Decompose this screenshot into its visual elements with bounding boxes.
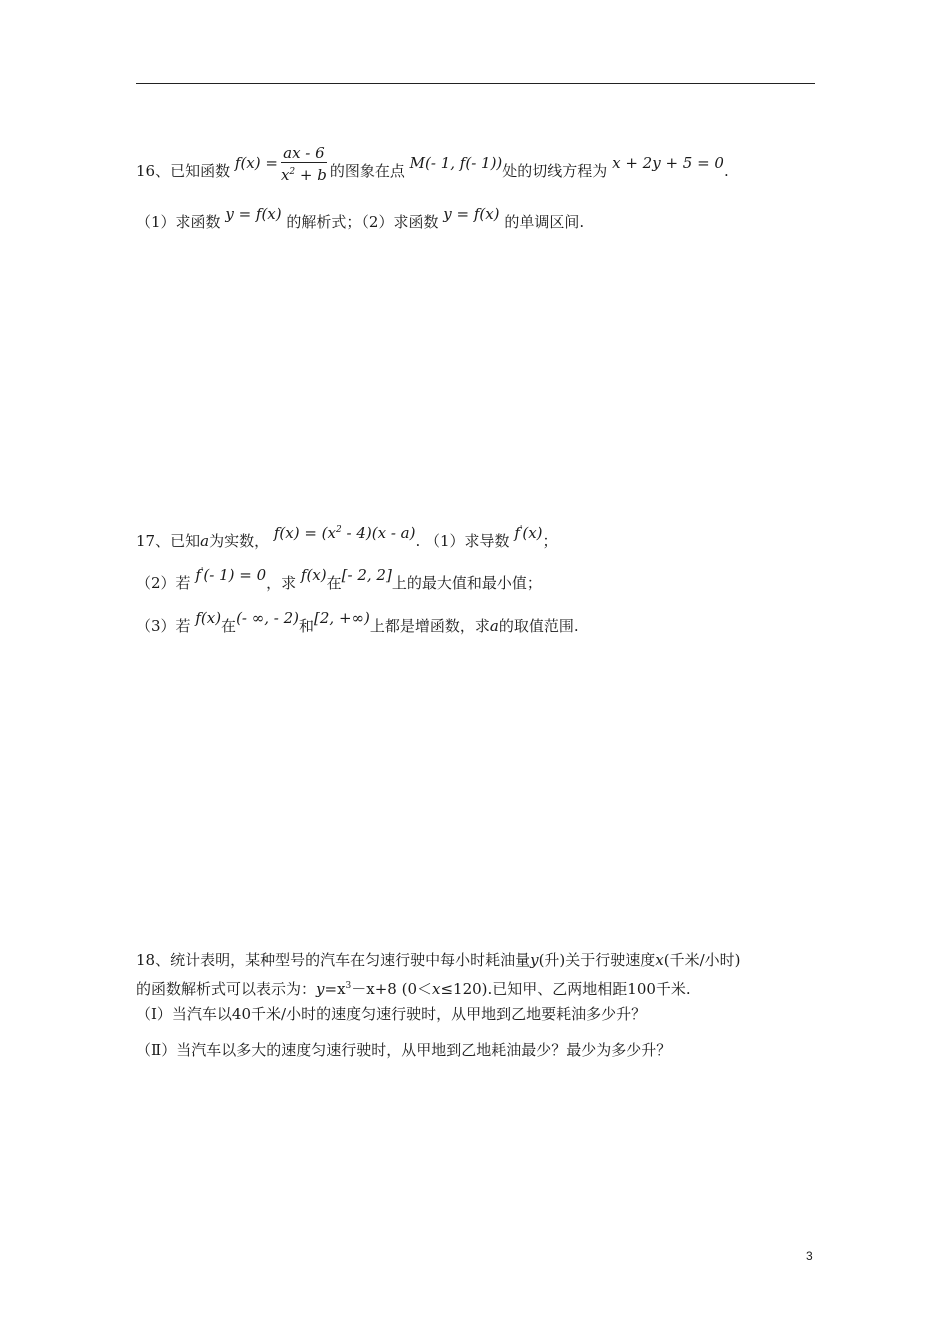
q16-text-4: . <box>723 162 729 180</box>
q16-denominator <box>281 163 327 184</box>
q17-deriv-a: f <box>514 524 520 542</box>
q18-l1-b: (升)关于行驶速度 <box>538 951 656 969</box>
q17-p3-a: a <box>489 617 499 635</box>
q17-p2-t1: ，求 <box>266 574 297 592</box>
q16-den-b: + b <box>295 166 327 184</box>
q16-p1-tail: 的解析式；（2）求函数 <box>286 213 439 231</box>
q18-formula-sup: 3 <box>345 981 352 991</box>
q17-p2-t3: 上的最大值和最小值； <box>391 574 542 592</box>
q17-p3-t3: 上都是增函数，求 <box>369 617 490 635</box>
q17-part2 <box>136 566 542 593</box>
q18-y: y <box>530 951 539 969</box>
q17-p2-c-b: (- 1) = 0 <box>203 566 267 584</box>
q16-den-sup: 2 <box>289 167 296 177</box>
q18-line-2 <box>136 976 691 999</box>
q17-p3-t1: 在 <box>221 617 237 635</box>
q17-p2-condition <box>195 566 266 584</box>
page-number: 3 <box>806 1249 813 1263</box>
q17-fx-sup: 2 <box>336 525 342 535</box>
q16-text-1: 已知函数 <box>170 162 231 180</box>
q17-p3-fx: f(x) <box>195 609 222 627</box>
q16-tangent-eq: x + 2y + 5 = 0 <box>612 154 724 172</box>
q16-point: M(- 1, f(- 1)) <box>409 154 503 172</box>
q17-p2-c-sup: ' <box>200 567 204 577</box>
q16-number: 16、 <box>136 162 171 180</box>
q17-text-1: 已知 <box>170 532 201 550</box>
q17-fx-a: f(x) = (x <box>273 524 336 542</box>
q17-text-4: ； <box>542 532 558 550</box>
q18-part-2: （Ⅱ）当汽车以多大的速度匀速行驶时，从甲地到乙地耗油最少？最少为多少升？ <box>136 1041 672 1059</box>
q16-line <box>136 144 729 192</box>
q16-p2-tail: 的单调区间. <box>504 213 585 231</box>
q17-line <box>136 524 558 551</box>
q17-p2-fx: f(x) <box>300 566 327 584</box>
q18-formula-end: －x+8 (0＜ <box>351 980 433 998</box>
q16-fx: f(x) = <box>234 154 278 172</box>
q17-p2-t2: 在 <box>326 574 342 592</box>
q16-fraction <box>281 144 327 184</box>
q16-parts <box>136 205 585 232</box>
q17-a: a <box>200 532 210 550</box>
q17-deriv-b: (x) <box>522 524 543 542</box>
q17-p3-t4: 的取值范围. <box>498 617 579 635</box>
q16-text-3: 处的切线方程为 <box>502 162 608 180</box>
q17-p2-interval: [- 2, 2] <box>341 566 392 584</box>
q18-x: x <box>655 951 664 969</box>
header-rule <box>136 83 815 84</box>
q16-p1-fn: y = f(x) <box>225 205 282 223</box>
q18-formula-y: y <box>316 980 325 998</box>
q18-part-1: （Ⅰ）当汽车以40千米/小时的速度匀速行驶时，从甲地到乙地要耗油多少升？ <box>136 1005 647 1023</box>
q17-p2-label: （2）若 <box>136 574 191 592</box>
q17-p3-interval-1: (- ∞, - 2) <box>236 609 300 627</box>
q17-derivative <box>514 524 542 542</box>
q17-function <box>274 524 416 542</box>
q17-number: 17、 <box>136 532 171 550</box>
q16-p1-label: （1）求函数 <box>136 213 221 231</box>
q16-den-x: x <box>280 166 290 184</box>
q17-p3-t2: 和 <box>299 617 315 635</box>
q17-part3 <box>136 609 579 636</box>
q17-p3-label: （3）若 <box>136 617 191 635</box>
q18-l1-c: (千米/小时) <box>663 951 741 969</box>
q18-formula-last: ≤120).已知甲、乙两地相距100千米. <box>440 980 691 998</box>
q18-line-1 <box>136 950 741 970</box>
q17-fx-b: - 4)(x - a) <box>341 524 416 542</box>
q18-formula-x: x <box>432 980 441 998</box>
q16-numerator: ax - 6 <box>281 144 327 163</box>
q16-text-2: 的图象在点 <box>329 162 405 180</box>
q17-p2-c-a: f <box>195 566 201 584</box>
q18-l2-a: 的函数解析式可以表示为： <box>136 980 317 998</box>
q17-p3-interval-2: [2, +∞) <box>314 609 370 627</box>
q17-deriv-sup: ' <box>519 525 523 535</box>
q18-l1-a: 18、统计表明，某种型号的汽车在匀速行驶中每小时耗油量 <box>136 951 531 969</box>
q17-text-3: . （1）求导数 <box>415 532 510 550</box>
q18-formula-mid: =x <box>324 980 346 998</box>
q16-p2-fn: y = f(x) <box>443 205 500 223</box>
q17-text-2: 为实数， <box>209 532 270 550</box>
